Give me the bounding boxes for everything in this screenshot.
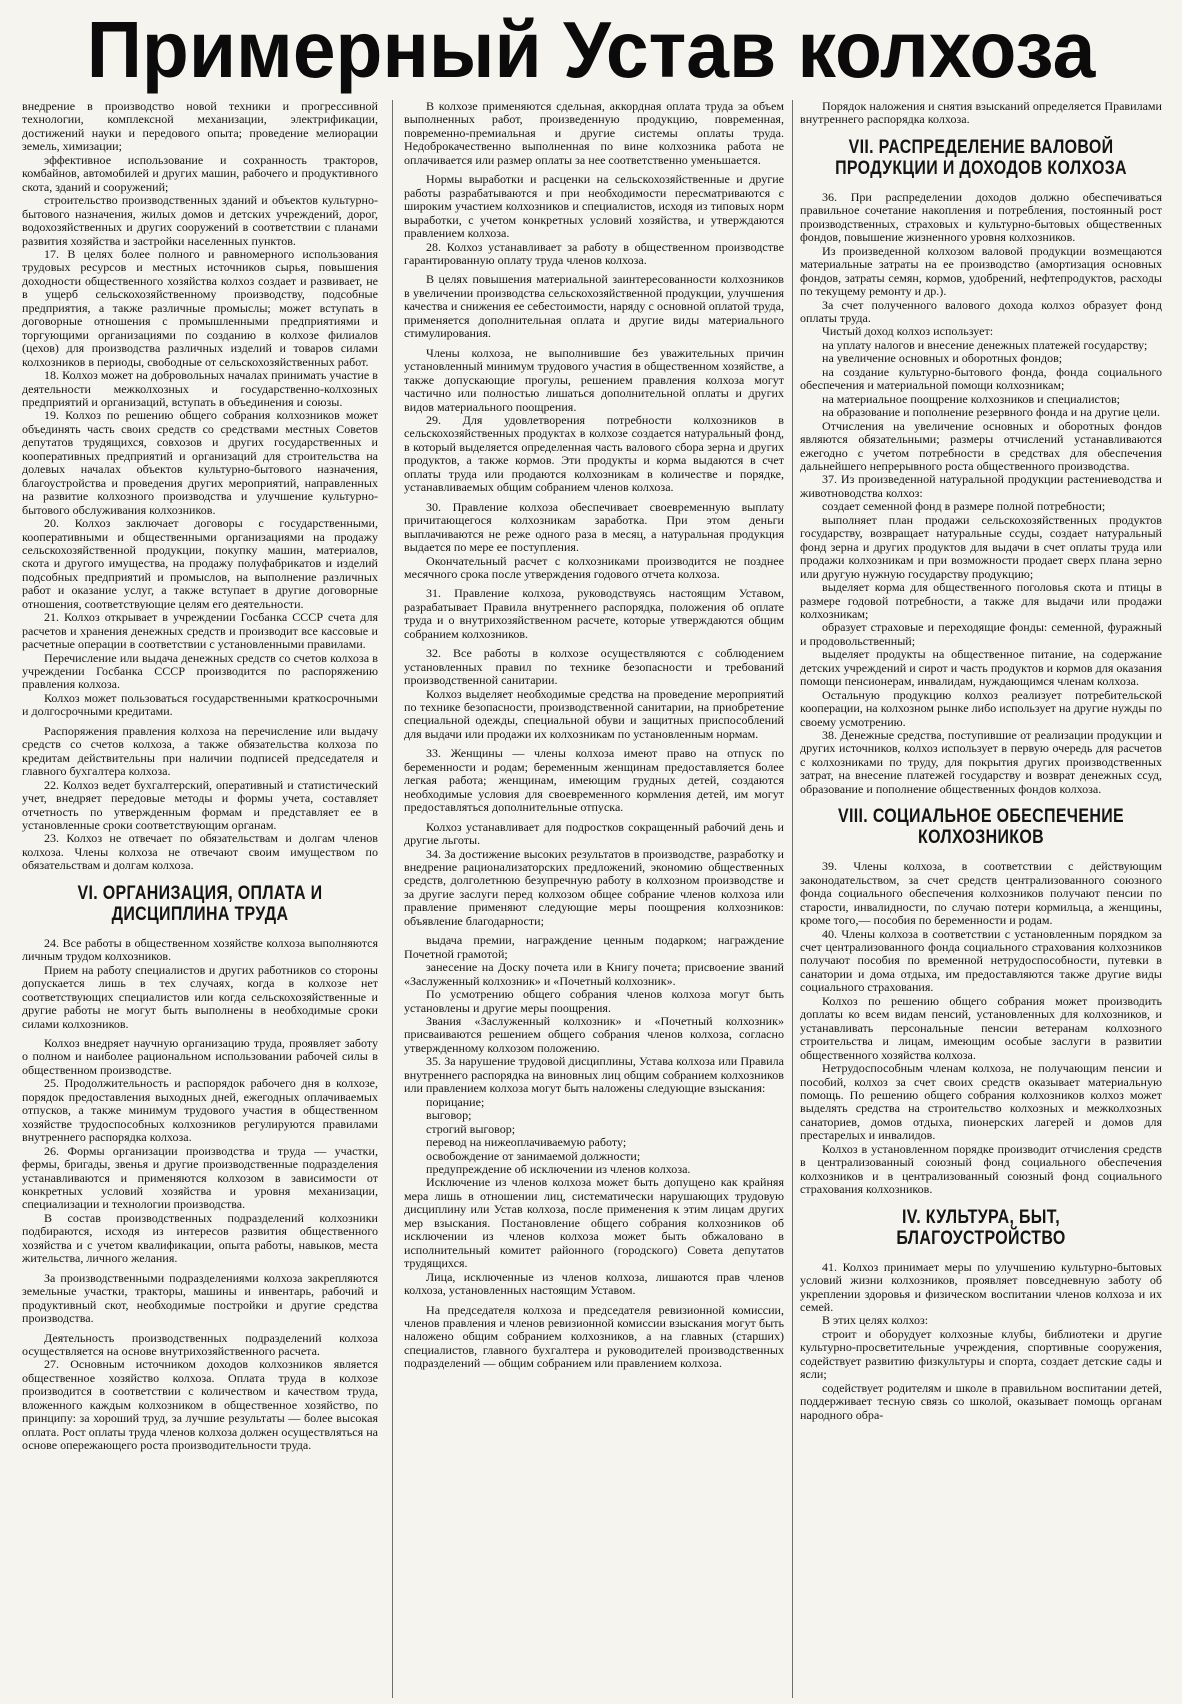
paragraph: Отчисления на увеличение основных и оборотных фондов являются обязательными; размеры отчислений устанавливаются ежегодно с учетом потребности в средствах для обеспечения дальнейшего непрерывного роста общественного производства. bbox=[800, 418, 1162, 473]
list-item: строгий выговор; bbox=[426, 1121, 516, 1136]
paragraph: Порядок наложения и снятия взысканий определяется Правилами внутреннего распорядка колхоза. bbox=[800, 100, 1162, 127]
paragraph: Колхоз в установленном порядке производит отчисления средств в централизованный союзный фонд социального обеспечения колхозников и в централизованный союзный фонд социального страхования колхозников. bbox=[800, 1141, 1162, 1197]
paragraph: За счет полученного валового дохода колхоз образует фонд оплаты труда. bbox=[800, 297, 1162, 325]
article-36: 36. При распределении доходов должно обеспечиваться правильное сочетание накопления и потребления, постоянный рост производственных, страховых и культурно-бытовых общественных фондов, повышение жизненного уровня колхозников. bbox=[800, 189, 1162, 245]
list-item: на образование и пополнение резервного фонда и на другие цели. bbox=[822, 405, 1161, 420]
paragraph: Колхоз устанавливает для подростков сокращенный рабочий день и другие льготы. bbox=[404, 819, 784, 848]
article-41: 41. Колхоз принимает меры по улучшению культурно-бытовых условий жизни колхозников, проявляет повседневную заботу об укреплении здоровья и физическом воспитании членов колхоза и их семей. bbox=[800, 1259, 1162, 1314]
paragraph: Распоряжения правления колхоза на перечисление или выдачу средств со счетов колхоза, а также обязательства колхоза по кредитам действительны при наличии подписей председателя и главного бухгалтера колхоза. bbox=[22, 723, 378, 779]
list-item: образует страховые и переходящие фонды: семенной, фуражный и продовольственный; bbox=[800, 620, 1162, 648]
section-heading: IV. КУЛЬТУРА, БЫТ, БЛАГОУСТРОЙСТВО bbox=[896, 1206, 1066, 1249]
list-item: освобождение от занимаемой должности; bbox=[426, 1148, 641, 1163]
article-37: 37. Из произведенной натуральной продукции растениеводства и животноводства колхоз: bbox=[800, 472, 1162, 500]
paragraph: Колхоз внедряет научную организацию труда, проявляет заботу о полном и наиболее рациональном использовании рабочей силы в общественном производстве. bbox=[22, 1036, 378, 1077]
paragraph: Чистый доход колхоз использует: bbox=[822, 324, 994, 339]
article-25: 25. Продолжительность и распорядок рабочего дня в колхозе, порядок предоставления выходных дней, ежегодных оплачиваемых отпусков, а также минимум трудового участия в общественном хозяйстве трудоспособных колхозников регулируются правилами внутреннего распорядка колхоза. bbox=[22, 1076, 378, 1145]
article-31: 31. Правление колхоза, руководствуясь настоящим Уставом, разрабатывает Правила внутреннего распорядка, положения об оплате труда и о внутрихозяйственном расчете, которые утверждаются общим собранием колхозников. bbox=[404, 586, 784, 641]
paragraph: Нормы выработки и расценки на сельскохозяйственные и другие работы разрабатываются и при необходимости пересматриваются с широким участием колхозников и специалистов, исходя из типовых норм выработки, с учетом конкретных условий хозяйства, и утверждаются правлением колхоза. bbox=[404, 172, 784, 241]
list-item: перевод на нижеоплачиваемую работу; bbox=[426, 1135, 627, 1150]
paragraph: Нетрудоспособным членам колхоза, не получающим пенсии и пособий, колхоз за счет своих средств оказывает материальную помощь. По решению общего собрания колхозников колхоз может выделять средства на строительство колхозных и межколхозных санаториев, домов отдыха, пионерских лагерей и домов для престарелых и инвалидов. bbox=[800, 1061, 1162, 1143]
article-29: 29. Для удовлетворения потребности колхозников в сельскохозяйственных продуктах в колхозе создается натуральный фонд, в который выделяется определенная часть валового сбора зерна и других продуктов, а также кормов. Эти продукты и корма выдаются в счет оплаты труда или продаются колхозникам в количестве и порядке, устанавливаемых общим собранием членов колхоза. bbox=[404, 412, 784, 495]
list-item: на уплату налогов и внесение денежных платежей государству; bbox=[822, 337, 1148, 352]
paragraph: Звания «Заслуженный колхозник» и «Почетный колхозник» присваиваются решением общего собрания членов колхоза, согласно утвержденному колхозом положению. bbox=[404, 1014, 784, 1055]
article-23: 23. Колхоз не отвечает по обязательствам и долгам членов колхоза. Члены колхоза не отвечают своим имуществом по обязательствам и долгам колхоза. bbox=[22, 831, 378, 873]
list-item: выполняет план продажи сельскохозяйственных продуктов государству, возвращает натуральные ссуды, создает натуральный фонд зерна и других продуктов для выдачи в счет оплаты труда или продажи колхозникам и при возможности продает сверх плана зерно или другую нужную государству продукцию; bbox=[800, 512, 1162, 581]
masthead bbox=[0, 0, 1182, 98]
paragraph: В состав производственных подразделений колхозники подбираются, исходя из интересов развития общественного хозяйства и с учетом квалификации, опыта работы, навыков, места жительства, личного желания. bbox=[22, 1210, 378, 1266]
list-item: предупреждение об исключении из членов колхоза. bbox=[426, 1161, 691, 1176]
article-26: 26. Формы организации производства и труда — участки, фермы, бригады, звенья и другие производственные подразделения устанавливаются и применяются колхозом в зависимости от конкретных условий хозяйства и уровня механизации, специализации и технологии производства. bbox=[22, 1143, 378, 1212]
list-item: на материальное поощрение колхозников и специалистов; bbox=[822, 391, 1121, 406]
list-item: порицание; bbox=[426, 1094, 485, 1109]
paragraph: В целях повышения материальной заинтересованности колхозников в увеличении производства сельскохозяйственной продукции, улучшения качества и снижения ее себестоимости, наряду с основной оплатой труда, применяется дополнительная оплата и другие виды материального стимулирования. bbox=[404, 272, 784, 341]
paragraph: Остальную продукцию колхоз реализует потребительской кооперации, на колхозном рынке либо использует на другие нужды по своему усмотрению. bbox=[800, 687, 1162, 729]
article-27: 27. Основным источником доходов колхозников является общественное хозяйство колхоза. Оплата труда в колхозе производится в соответствии с количеством и качеством труда, вложенного каждым колхозником в общественное хозяйство, по принципу: за хороший труд, за лучшие результаты — более высокая оплата. Рост оплаты труда членов колхоза должен осуществляться на основе опережающего роста производительности труда. bbox=[22, 1357, 378, 1453]
article-17: 17. В целях более полного и равномерного использования трудовых ресурсов и местных источников сырья, повышения доходности общественного хозяйства колхоз создает и развивает, не в ущерб сельскохозяйственному производству, подсобные предприятия, а также различные промыслы; может вступать в договорные отношения с промышленными предприятиями и торгующими организациями по созданию в колхозе филиалов (цехов) для производства различных изделий и товаров силами колхозников в периоды, свободные от сельскохозяйственных работ. bbox=[22, 246, 378, 369]
column-divider bbox=[392, 100, 393, 1698]
list-item: выговор; bbox=[426, 1108, 472, 1123]
column-2 bbox=[404, 100, 784, 1700]
article-39: 39. Члены колхоза, в соответствии с действующим законодательством, за счет средств централизованного союзного фонда социального обеспечения колхозников получают пенсии по старости, инвалидности, по случаю потери кормильца, а женщины, кроме того,— пособия по беременности и родам. bbox=[800, 859, 1162, 928]
section-heading: VIII. СОЦИАЛЬНОЕ ОБЕСПЕЧЕНИЕ КОЛХОЗНИКОВ bbox=[838, 806, 1124, 849]
section-heading: VII. РАСПРЕДЕЛЕНИЕ ВАЛОВОЙ ПРОДУКЦИИ И ДОХОДОВ КОЛХОЗА bbox=[835, 136, 1127, 179]
paragraph: В колхозе применяются сдельная, аккордная оплата труда за объем выполненных работ, произведенную продукцию, повременная, повременно-премиальная и другие системы оплаты труда. Недоброкачественно выполненная по вине колхозника работа не оплачивается или размер оплаты за нее соответственно уменьшается. bbox=[404, 100, 784, 167]
paragraph: Колхоз может пользоваться государственными краткосрочными и долгосрочными кредитами. bbox=[22, 690, 378, 719]
article-35: 35. За нарушение трудовой дисциплины, Устава колхоза или Правила внутреннего распорядка на виновных лиц общим собранием колхозников или правлением колхоза могут быть наложены следующие взыскания: bbox=[404, 1054, 784, 1096]
article-22: 22. Колхоз ведет бухгалтерский, оперативный и статистический учет, внедряет передовые методы и формы учета, составляет отчетность по утвержденным формам и представляет ее в установленные сроки соответствующим органам. bbox=[22, 777, 378, 833]
article-28: 28. Колхоз устанавливает за работу в общественном производстве гарантированную оплату труда членов колхоза. bbox=[404, 239, 784, 267]
paragraph: В этих целях колхоз: bbox=[822, 1313, 929, 1328]
article-30: 30. Правление колхоза обеспечивает своевременную выплату причитающегося колхозникам заработка. При этом деньги выплачиваются не реже одного раза в месяц, а натуральная продукция выдается по мере ее поступления. bbox=[404, 499, 784, 555]
paragraph: Лица, исключенные из членов колхоза, лишаются прав членов колхоза, установленных настоящим Уставом. bbox=[404, 1269, 784, 1298]
list-item: выделяет продукты на общественное питание, на содержание детских учреждений и сирот и часть продуктов и кормов для оказания помощи пенсионерам, инвалидам, нуждающимся членам колхоза. bbox=[800, 647, 1162, 689]
article-38: 38. Денежные средства, поступившие от реализации продукции и других источников, колхоз использует в первую очередь для расчетов с колхозниками по труду, для покрытия других производственных затрат, на внесение платежей государству и возврат денежных ссуд, образование и пополнение общественных фондов колхоза. bbox=[800, 728, 1162, 796]
paragraph: Окончательный расчет с колхозниками производится не позднее месячного срока после утверждения годового отчета колхоза. bbox=[404, 553, 784, 581]
article-33: 33. Женщины — члены колхоза имеют право на отпуск по беременности и родам; беременным женщинам предоставляется более легкая работа; женщинам, имеющим грудных детей, создаются необходимые условия для своевременного кормления детей, им могут предоставляться дополнительные отпуска. bbox=[404, 746, 784, 815]
article-21: 21. Колхоз открывает в учреждении Госбанка СССР счета для расчетов и хранения денежных средств и производит все кассовые и расчетные операции в соответствии с установленными правилами. bbox=[22, 610, 378, 652]
article-20: 20. Колхоз заключает договоры с государственными, кооперативными и общественными организациями на продажу сельскохозяйственной продукции, покупку машин, материалов, скота и другого имущества, на продажу полуфабрикатов и изделий подсобных предприятий и промыслов, на выполнение различных работ и оказание услуг, а также вступает в другие договорные отношения, соответствующие целям его деятельности. bbox=[22, 516, 378, 611]
article-18: 18. Колхоз может на добровольных началах принимать участие в деятельности межколхозных и государственно-колхозных предприятий и организаций, вступать в объединения и союзы. bbox=[22, 368, 378, 409]
paragraph: За производственными подразделениями колхоза закрепляются земельные участки, тракторы, машины и инвентарь, рабочий и продуктивный скот, необходимые постройки и другие средства производства. bbox=[22, 1270, 378, 1326]
column-1 bbox=[22, 100, 378, 1700]
list-item: выделяет корма для общественного поголовья скота и птицы в размере годовой потребности, а также для выдачи или продажи колхозникам; bbox=[800, 580, 1162, 621]
list-item: на увеличение основных и оборотных фондов; bbox=[822, 351, 1063, 366]
paragraph: По усмотрению общего собрания членов колхоза могут быть установлены и другие меры поощрения. bbox=[404, 987, 784, 1015]
paragraph: эффективное использование и сохранность тракторов, комбайнов, автомобилей и других машин, рабочего и продуктивного скота, зданий и сооружений; bbox=[22, 152, 378, 194]
paragraph: занесение на Доску почета или в Книгу почета; присвоение званий «Заслуженный колхозник» и «Почетный колхозник». bbox=[404, 960, 784, 988]
article-32: 32. Все работы в колхозе осуществляются с соблюдением установленных правил по технике безопасности и требований производственной санитарии. bbox=[404, 646, 784, 688]
article-34: 34. За достижение высоких результатов в производстве, разработку и внедрение рационализаторских предложений, экономию общественных средств, долголетнюю безупречную работу в колхозном производстве и за другие заслуги перед колхозом общее собрание членов колхоза или правление применяют следующие меры поощрения колхозников: объявление благодарности; bbox=[404, 846, 784, 928]
article-40: 40. Члены колхоза в соответствии с установленным порядком за счет централизованного фонда социального страхования колхозников получают пособия по временной нетрудоспособности, путевки в санатории и дома отдыха, им предоставляются также другие виды социального страхования. bbox=[800, 926, 1162, 995]
paragraph: внедрение в производство новой техники и прогрессивной технологии, комплексной механизации, электрификации, достижений науки и передового опыта; проведение мелиорации земель, химизации; bbox=[22, 100, 378, 154]
paragraph: Колхоз выделяет необходимые средства на проведение мероприятий по технике безопасности, производственной санитарии, на приобретение специальной одежды, специальной обуви и защитных приспособлений для выдачи или продажи их колхозникам по установленным нормам. bbox=[404, 686, 784, 741]
column-3 bbox=[800, 100, 1162, 1700]
list-item: на создание культурно-бытового фонда, фонда социального обеспечения и материальной помощи колхозникам; bbox=[800, 364, 1162, 393]
page-title: Примерный Устав колхоза bbox=[86, 5, 1096, 94]
section-heading: VI. ОРГАНИЗАЦИЯ, ОПЛАТА И ДИСЦИПЛИНА ТРУДА bbox=[77, 882, 323, 925]
paragraph: Колхоз по решению общего собрания может производить доплаты ко всем видам пенсий, установленных для колхозников, и устанавливать персональные пенсии ветеранам колхозного строительства и лицам, имеющим особые заслуги в развитии общественного хозяйства колхоза. bbox=[800, 993, 1162, 1062]
article-19: 19. Колхоз по решению общего собрания колхозников может объединять часть своих средств со средствами местных Советов депутатов трудящихся, совхозов и других государственных и кооперативных предприятий и организаций для строительства на долевых началах объектов культурно-бытового назначения, благоустройства и проведения других мероприятий, направленных на развитие колхозного производства и улучшение культурно-бытового обслуживания колхозников. bbox=[22, 408, 378, 517]
list-item: содействует родителям и школе в правильном воспитании детей, поддерживает тесную связь со школой, оказывает помощь органам народного обра- bbox=[800, 1380, 1162, 1422]
paragraph: Перечисление или выдача денежных средств со счетов колхоза в учреждении Госбанка СССР производится по распоряжению правления колхоза. bbox=[22, 650, 378, 692]
list-item: создает семенной фонд в размере полной потребности; bbox=[822, 499, 1106, 514]
paragraph: Деятельность производственных подразделений колхоза осуществляется на основе внутрихозяйственного расчета. bbox=[22, 1330, 378, 1358]
paragraph: строительство производственных зданий и объектов культурно-бытового назначения, жилых домов и детских учреждений, дорог, водохозяйственных и других сооружений в соответствии с планами развития хозяйства и застройки населенных пунктов. bbox=[22, 193, 378, 248]
paragraph: Из произведенной колхозом валовой продукции возмещаются материальные затраты на ее производство (амортизация основных фондов, затраты семян, кормов, удобрений, нефтепродуктов, расходы по текущему ремонту и др.). bbox=[800, 243, 1162, 299]
paragraph: Члены колхоза, не выполнившие без уважительных причин установленный минимум трудового участия в общественном хозяйстве, а также допускающие прогулы, решением правления колхоза могут частично или полностью лишаться дополнительной оплаты и других видов материального поощрения. bbox=[404, 345, 784, 414]
paragraph: На председателя колхоза и председателя ревизионной комиссии, членов правления и членов ревизионной комиссии взыскания могут быть наложено общим собранием колхозников, а на главных (старших) специалистов, главного бухгалтера и руководителей производственных подразделений — общим собранием или правлением колхоза. bbox=[404, 1302, 784, 1371]
paragraph: выдача премии, награждение ценным подарком; награждение Почетной грамотой; bbox=[404, 933, 784, 961]
paragraph: Прием на работу специалистов и других работников со стороны допускается лишь в тех случаях, когда в колхозе нет соответствующих специалистов или когда сельскохозяйственные и другие работы не могут быть выполнены в необходимые сроки силами колхозников. bbox=[22, 962, 378, 1031]
list-item: строит и оборудует колхозные клубы, библиотеки и другие культурно-просветительные учреждения, спортивные сооружения, содействует развитию физкультуры и спорта, создает детские сады и ясли; bbox=[800, 1326, 1162, 1382]
column-divider bbox=[792, 100, 793, 1698]
paragraph: Исключение из членов колхоза может быть допущено как крайняя мера лишь в отношении лиц, систематически нарушающих трудовую дисциплину или Устав колхоза, после применения к этим лицам других мер взыскания. Постановление общего собрания колхозников об исключении из членов колхоза может быть обжаловано в исполнительный комитет районного (городского) Совета депутатов трудящихся. bbox=[404, 1175, 784, 1271]
article-24: 24. Все работы в общественном хозяйстве колхоза выполняются личным трудом колхозников. bbox=[22, 935, 378, 964]
